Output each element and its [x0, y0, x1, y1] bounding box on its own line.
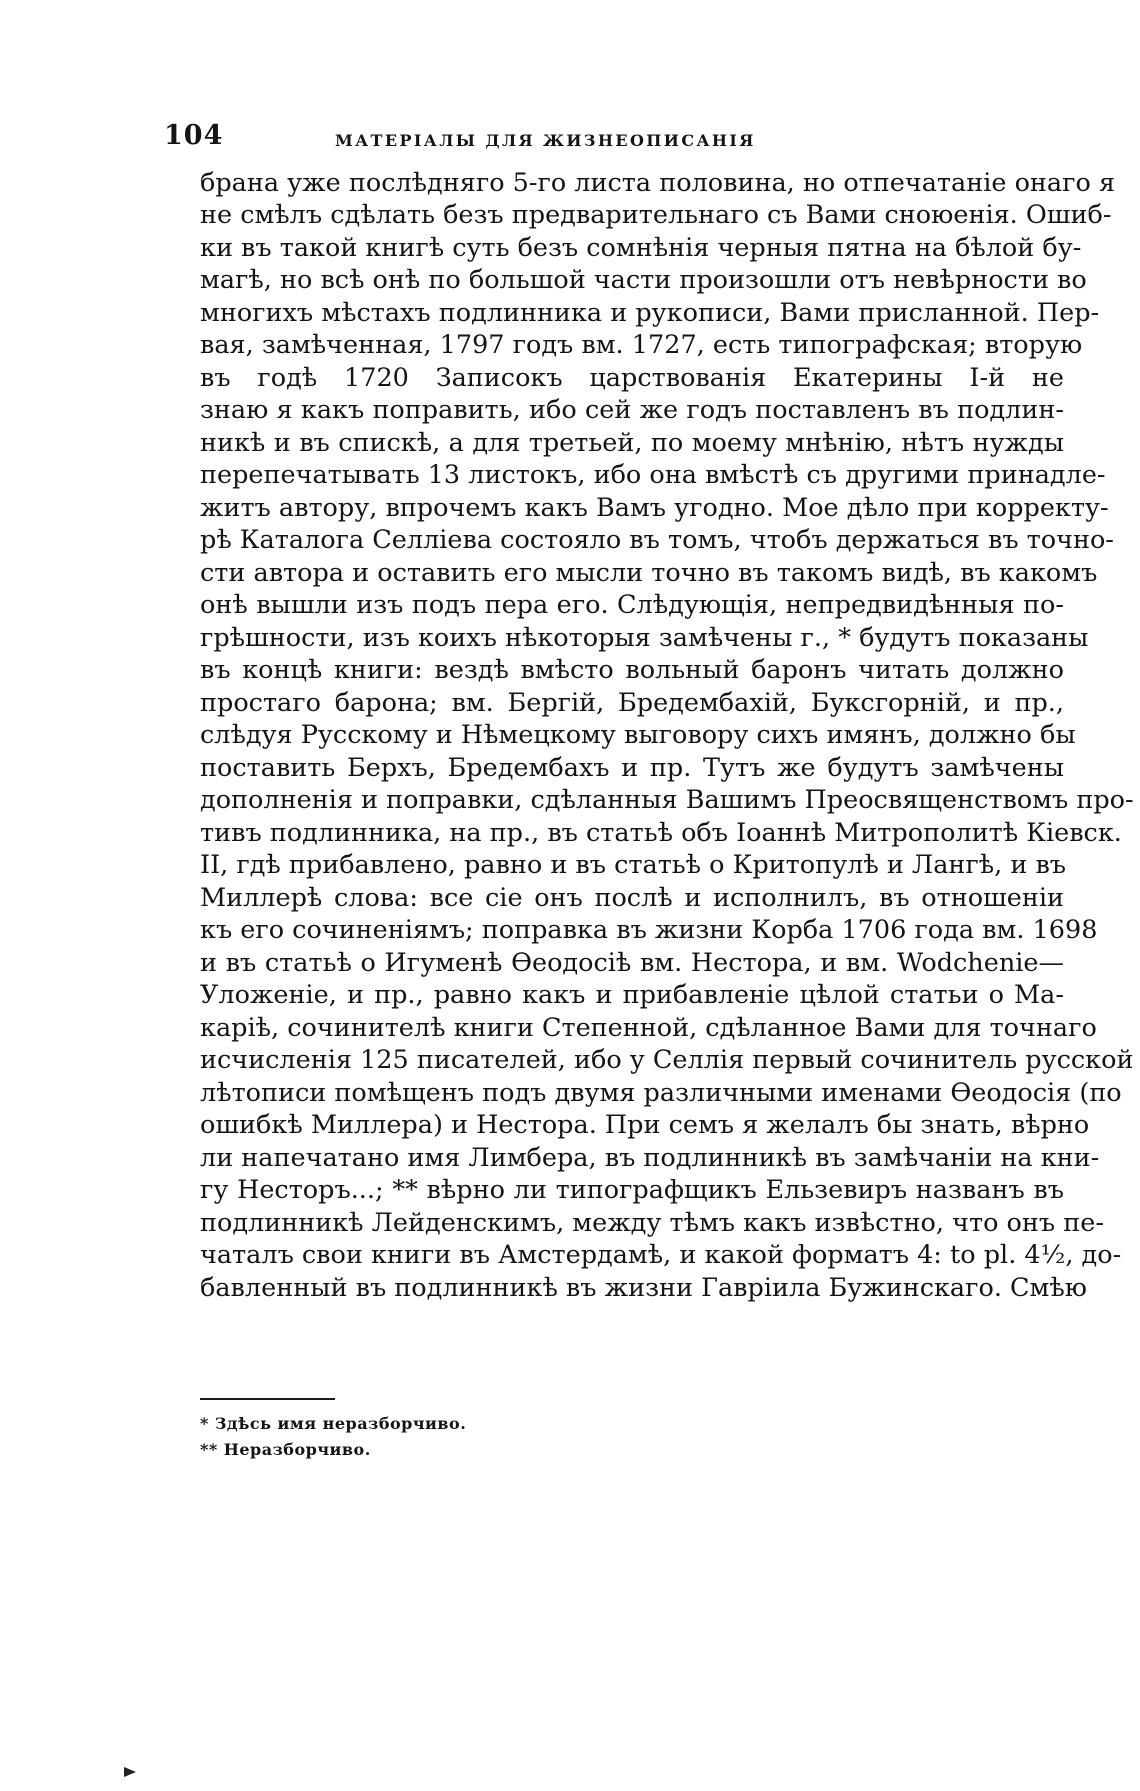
footnote-text: Здѣсь имя неразборчиво.: [214, 1414, 467, 1433]
text-line: перепечатывать 13 листокъ, ибо она вмѣстѣ съ другими принадле-: [200, 460, 1106, 490]
text-line: житъ автору, впрочемъ какъ Вамъ угодно. Мое дѣло при корректу-: [200, 493, 1109, 523]
text-line: ошибкѣ Миллера) и Нестора. При семъ я желалъ бы знать, вѣрно: [200, 1110, 1090, 1140]
text-line: гу Несторъ...; ** вѣрно ли типографщикъ Ельзевиръ названъ въ: [200, 1175, 1064, 1205]
text-line: исчисленія 125 писателей, ибо у Селлія первый сочинитель русской: [200, 1045, 1134, 1075]
text-line: лѣтописи помѣщенъ подъ двумя различными именами Ѳеодосія (по: [200, 1078, 1122, 1108]
text-line: въ годѣ 1720 Записокъ царствованія Екатерины I-й не: [200, 363, 1064, 393]
footnote-1: [200, 1414, 466, 1433]
footnote-marker: **: [200, 1440, 218, 1459]
text-line: простаго барона; вм. Бергій, Бредембахій, Буксгорній, и пр.,: [200, 688, 1064, 718]
text-line: никѣ и въ спискѣ, а для третьей, по моему мнѣнію, нѣтъ нужды: [200, 428, 1064, 458]
text-line: тивъ подлинника, на пр., въ статьѣ объ Іоаннѣ Митрополитѣ Кіевск.: [200, 818, 1122, 848]
text-line: подлинникѣ Лейденскимъ, между тѣмъ какъ извѣстно, что онъ пе-: [200, 1208, 1104, 1238]
text-line: многихъ мѣстахъ подлинника и рукописи, Вами присланной. Пер-: [200, 298, 1100, 328]
text-line: грѣшности, изъ коихъ нѣкоторыя замѣчены г., * будутъ показаны: [200, 623, 1089, 653]
text-line: къ его сочиненіямъ; поправка въ жизни Корба 1706 года вм. 1698: [200, 915, 1098, 945]
text-line: слѣдуя Русскому и Нѣмецкому выговору сихъ имянъ, должно бы: [200, 720, 1076, 750]
text-line: знаю я какъ поправить, ибо сей же годъ поставленъ въ подлин-: [200, 395, 1064, 425]
text-line: Уложеніе, и пр., равно какъ и прибавленіе цѣлой статьи о Ма-: [200, 980, 1064, 1010]
text-line: дополненія и поправки, сдѣланныя Вашимъ Преосвященствомъ про-: [200, 785, 1134, 815]
text-line: вая, замѣченная, 1797 годъ вм. 1727, есть типографская; вторую: [200, 330, 1083, 360]
text-line: бавленный въ подлинникѣ въ жизни Гаврiила Бужинскаго. Смѣю: [200, 1273, 1087, 1303]
footnote-divider: [200, 1398, 335, 1400]
running-head: МАТЕРІАЛЫ ДЛЯ ЖИЗНЕОПИСАНІЯ: [335, 131, 756, 150]
text-line: рѣ Каталога Селліева состояло въ томъ, чтобъ держаться въ точно-: [200, 525, 1114, 555]
footnote-text: Неразборчиво.: [223, 1440, 371, 1459]
text-line: сти автора и оставить его мысли точно въ такомъ видѣ, въ какомъ: [200, 558, 1098, 588]
scan-mark-icon: [124, 1767, 136, 1777]
text-line: магѣ, но всѣ онѣ по большой части произошли отъ невѣрности во: [200, 265, 1087, 295]
text-line: и въ статьѣ о Игуменѣ Ѳеодосіѣ вм. Нестора, и вм. Wodchenie—: [200, 948, 1064, 978]
text-line: въ концѣ книги: вездѣ вмѣсто вольный баронъ читать должно: [200, 655, 1064, 685]
text-line: брана уже послѣдняго 5-го листа половина, но отпечатаніе онаго я: [200, 168, 1116, 198]
footnote-2: [200, 1440, 371, 1459]
text-line: каріѣ, сочинителѣ книги Степенной, сдѣланное Вами для точнаго: [200, 1013, 1097, 1043]
text-line: ки въ такой книгѣ суть безъ сомнѣнія черныя пятна на бѣлой бу-: [200, 233, 1082, 263]
footnote-marker: *: [200, 1414, 209, 1433]
text-line: Миллерѣ слова: все сіе онъ послѣ и исполнилъ, въ отношеніи: [200, 883, 1064, 913]
text-line: ли напечатано имя Лимбера, въ подлинникѣ въ замѣчаніи на кни-: [200, 1143, 1100, 1173]
text-line: II, гдѣ прибавлено, равно и въ статьѣ о Критопулѣ и Лангѣ, и въ: [200, 850, 1067, 880]
text-line: поставить Берхъ, Бредембахъ и пр. Тутъ же будутъ замѣчены: [200, 753, 1064, 783]
text-line: онѣ вышли изъ подъ пера его. Слѣдующія, непредвидѣнныя по-: [200, 590, 1064, 620]
page-number: 104: [164, 120, 224, 151]
text-line: чаталъ свои книги въ Амстердамѣ, и какой форматъ 4: to pl. 4½, до-: [200, 1240, 1122, 1270]
text-line: не смѣлъ сдѣлать безъ предварительнаго съ Вами сноюенія. Ошиб-: [200, 200, 1112, 230]
